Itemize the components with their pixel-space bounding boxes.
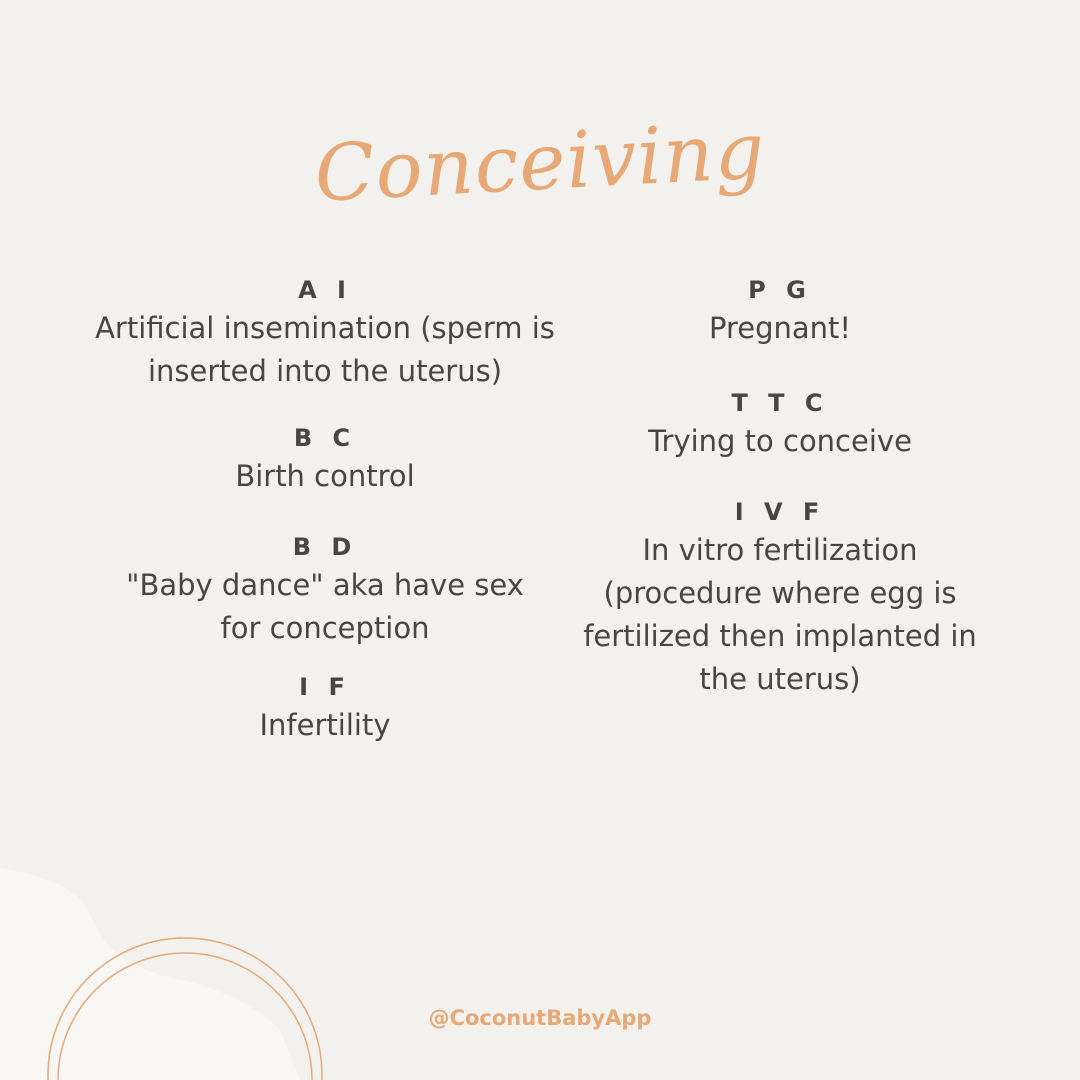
abbreviation: P G bbox=[748, 276, 812, 304]
entry-pg bbox=[560, 275, 1000, 350]
entry-if bbox=[70, 672, 580, 747]
abbreviation: T T C bbox=[731, 389, 829, 417]
entry-ai bbox=[70, 275, 580, 393]
right-column bbox=[560, 275, 1000, 701]
definition: Artificial insemination (sperm is inserted into the uterus) bbox=[95, 311, 555, 388]
abbreviation: B C bbox=[293, 424, 357, 452]
definition: Trying to conceive bbox=[648, 424, 912, 458]
entry-ivf bbox=[560, 497, 1000, 701]
definition: Infertility bbox=[259, 708, 391, 742]
definition: "Baby dance" aka have sex for conception bbox=[126, 568, 524, 645]
entry-bd bbox=[70, 532, 580, 650]
left-column bbox=[70, 275, 580, 747]
social-handle: @CoconutBabyApp bbox=[428, 1006, 652, 1030]
abbreviation: I V F bbox=[734, 498, 826, 526]
abbreviation: A I bbox=[298, 276, 352, 304]
abbreviation: I F bbox=[299, 673, 351, 701]
abbreviation: B D bbox=[292, 533, 358, 561]
definition: Pregnant! bbox=[708, 311, 852, 345]
page-title: Conceiving bbox=[312, 106, 768, 220]
definition: In vitro fertilization (procedure where egg is fertilized then implanted in the uterus) bbox=[583, 533, 977, 696]
entry-ttc bbox=[560, 388, 1000, 463]
entry-bc bbox=[70, 423, 580, 498]
definition: Birth control bbox=[235, 459, 415, 493]
